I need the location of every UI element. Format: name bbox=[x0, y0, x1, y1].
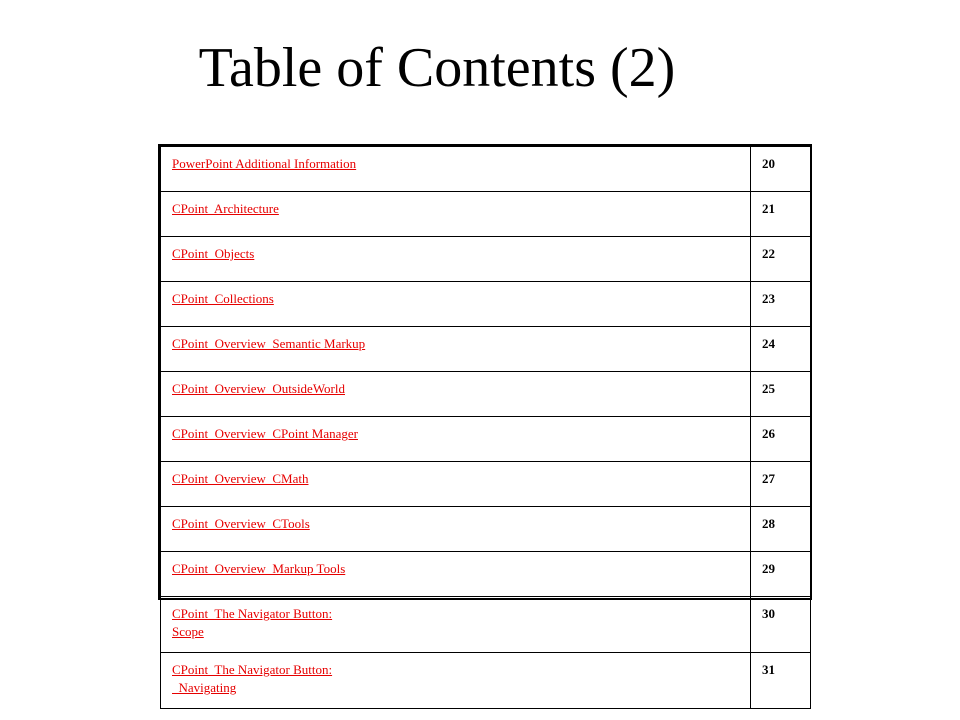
toc-page-number: 21 bbox=[751, 192, 811, 237]
toc-page-number: 23 bbox=[751, 282, 811, 327]
toc-entry-cell bbox=[161, 507, 751, 552]
toc-entry-text: CPoint Overview CPoint Manager bbox=[172, 426, 358, 441]
toc-row bbox=[161, 237, 811, 282]
toc-page-number: 31 bbox=[751, 653, 811, 709]
toc-entry-cell bbox=[161, 417, 751, 462]
toc-page-number: 26 bbox=[751, 417, 811, 462]
toc-entry-text: CPoint Overview Markup Tools bbox=[172, 561, 346, 576]
toc-row bbox=[161, 507, 811, 552]
toc-entry-text: CPoint Overview Semantic Markup bbox=[172, 336, 366, 351]
toc-page-number: 24 bbox=[751, 327, 811, 372]
toc-row bbox=[161, 327, 811, 372]
toc-entry-link[interactable] bbox=[172, 335, 746, 353]
toc-entry-cell bbox=[161, 237, 751, 282]
toc-entry-cell bbox=[161, 462, 751, 507]
toc-entry-text: CPoint Objects bbox=[172, 246, 255, 261]
toc-page-number: 25 bbox=[751, 372, 811, 417]
toc-entry-text: CPoint Collections bbox=[172, 291, 274, 306]
toc-page-number: 30 bbox=[751, 597, 811, 653]
toc-row bbox=[161, 597, 811, 653]
toc-entry-link[interactable] bbox=[172, 605, 746, 641]
toc-entry-text: Navigating bbox=[172, 680, 237, 695]
toc-entry-text: Scope bbox=[172, 624, 204, 639]
toc-entry-link[interactable] bbox=[172, 200, 746, 218]
toc-entry-cell bbox=[161, 192, 751, 237]
toc-row bbox=[161, 282, 811, 327]
toc-entry-link[interactable] bbox=[172, 560, 746, 578]
toc-entry-cell bbox=[161, 597, 751, 653]
toc-row bbox=[161, 417, 811, 462]
toc-row bbox=[161, 147, 811, 192]
toc-page-number: 28 bbox=[751, 507, 811, 552]
toc-row bbox=[161, 372, 811, 417]
toc-row bbox=[161, 552, 811, 597]
slide-title: Table of Contents (2) bbox=[198, 37, 676, 99]
toc-entry-text: CPoint Overview OutsideWorld bbox=[172, 381, 345, 396]
toc-entry-link[interactable] bbox=[172, 661, 746, 697]
toc-entry-link[interactable] bbox=[172, 515, 746, 533]
toc-entry-text: CPoint Architecture bbox=[172, 201, 279, 216]
toc-entry-link[interactable] bbox=[172, 245, 746, 263]
toc-page-number: 22 bbox=[751, 237, 811, 282]
toc-entry-link[interactable] bbox=[172, 155, 746, 173]
toc-entry-cell bbox=[161, 552, 751, 597]
toc-entry-cell bbox=[161, 372, 751, 417]
toc-row bbox=[161, 653, 811, 709]
toc-entry-link[interactable] bbox=[172, 425, 746, 443]
toc-entry-cell bbox=[161, 653, 751, 709]
toc-entry-link[interactable] bbox=[172, 290, 746, 308]
toc-entry-text: PowerPoint Additional Information bbox=[172, 156, 357, 171]
toc-entry-cell bbox=[161, 282, 751, 327]
toc-entry-text: CPoint Overview CTools bbox=[172, 516, 310, 531]
toc-page-number: 20 bbox=[751, 147, 811, 192]
toc-entry-cell bbox=[161, 147, 751, 192]
toc-page-number: 29 bbox=[751, 552, 811, 597]
toc-page-number: 27 bbox=[751, 462, 811, 507]
toc-entry-link[interactable] bbox=[172, 380, 746, 398]
toc-entry-cell bbox=[161, 327, 751, 372]
toc-entry-text: CPoint The Navigator Button: bbox=[172, 606, 333, 621]
toc-entry-text: CPoint Overview CMath bbox=[172, 471, 309, 486]
toc-row bbox=[161, 192, 811, 237]
toc-entry-link[interactable] bbox=[172, 470, 746, 488]
toc-entry-text: CPoint The Navigator Button: bbox=[172, 662, 333, 677]
toc-body bbox=[161, 147, 811, 709]
toc-row bbox=[161, 462, 811, 507]
toc-table bbox=[158, 144, 812, 695]
